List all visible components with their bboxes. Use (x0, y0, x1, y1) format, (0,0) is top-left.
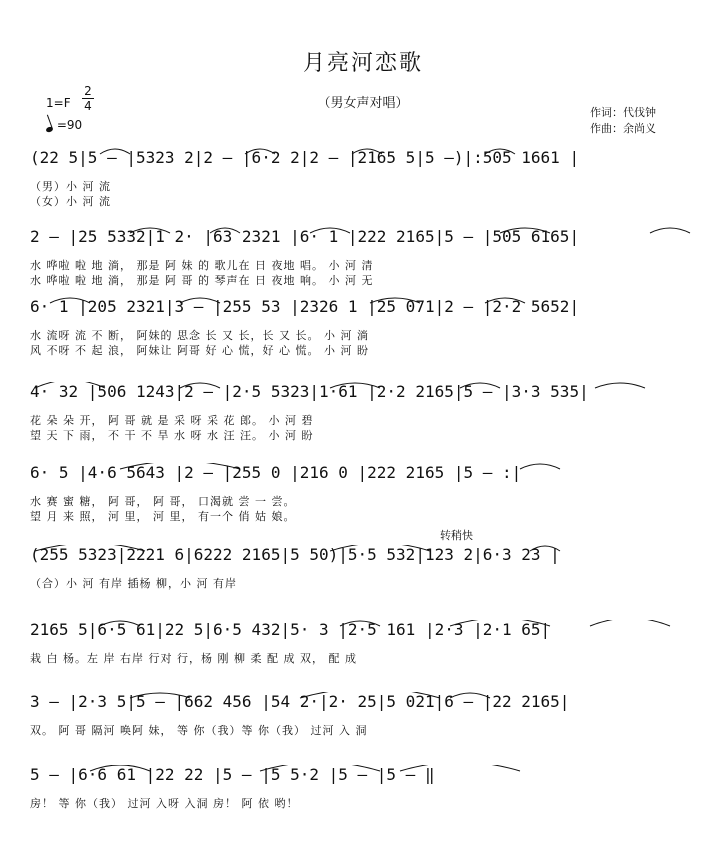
lyric-line-chorus: 双。 阿 哥 隔河 唤阿 妹， 等 你（我）等 你（我） 过河 入 洞 (30, 724, 368, 737)
lyric-line-male: 水 哗啦 啦 地 淌， 那是 阿 妹 的 歌儿在 日 夜地 唱。 小 河 清 (30, 259, 374, 272)
notation-line: 6· 5 |4·6 5643 |2 – |255 0 |216 0 |222 2165 |5 – :| (30, 463, 522, 482)
score-system-3 (30, 297, 710, 387)
lyric-line-chorus: 房！ 等 你（我） 过河 入呀 入洞 房！ 阿 依 哟！ (30, 797, 299, 810)
score-system-1 (30, 148, 710, 238)
lyric-line-male: 水 赛 蜜 糖， 阿 哥， 阿 哥， 口渴就 尝 一 尝。 (30, 495, 296, 508)
lyric-line-chorus: （合）小 河 有岸 插杨 柳，小 河 有岸 (30, 577, 237, 590)
tempo-value: =90 (56, 118, 83, 132)
composer-credit: 作曲：余尚义 (590, 122, 656, 135)
notation-line: (255 5323|2221 6|6222 2165|5 50)|5·5 532|123 2|6·3 23 | (30, 545, 560, 564)
score-system-5 (30, 463, 710, 553)
meter-denominator: 4 (84, 99, 92, 113)
time-signature (82, 84, 94, 113)
meter-numerator: 2 (84, 84, 92, 98)
lyric-line-chorus: 栽 白 杨。左 岸 右岸 行对 行，杨 刚 柳 柔 配 成 双， 配 成 (30, 652, 357, 665)
key-signature: 1=F (46, 96, 71, 110)
lyricist-credit: 作词：代伐钟 (590, 106, 656, 119)
lyric-line-male: 水 流呀 流 不 断， 阿妹的 思念 长 又 长，长 又 长。 小 河 淌 (30, 329, 369, 342)
lyric-line-male: （男）小 河 流 (30, 180, 111, 193)
notation-line: 2 – |25 5332|1 2· |63 2321 |6· 1 |222 2165|5 – |505 6165| (30, 227, 580, 246)
tempo-marking (46, 118, 82, 132)
score-system-9 (30, 765, 710, 855)
notation-line: 4· 32 |506 1243|2 – |2·5 5323|1·61 |2·2 2165|5 – |3·3 535| (30, 382, 589, 401)
lyric-line-male: 花 朵 朵 开， 阿 哥 就 是 采 呀 采 花 郎。 小 河 碧 (30, 414, 314, 427)
notation-line: 2165 5|6·5 61|22 5|6·5 432|5· 3 |2·5 161 |2·3 |2·1 65| (30, 620, 551, 639)
lyric-line-female: （女）小 河 流 (30, 195, 111, 208)
lyric-line-female: 望 天 下 雨， 不 干 不 旱 水 呀 水 汪 汪。 小 河 盼 (30, 429, 314, 442)
notation-line: 6· 1 |205 2321|3 – |255 53 |2326 1 |25 071|2 – |2·2 5652| (30, 297, 580, 316)
performance-note: （男女声对唱） (317, 96, 409, 111)
score-system-4 (30, 382, 710, 472)
lyric-line-female: 水 哗啦 啦 地 淌， 那是 阿 哥 的 琴声在 日 夜地 响。 小 河 无 (30, 274, 374, 287)
tempo-change-mark: 转稍快 (440, 529, 473, 542)
song-title: 月亮河恋歌 (302, 51, 423, 76)
lyric-line-female: 望 月 来 照， 河 里， 河 里， 有一个 俏 姑 娘。 (30, 510, 296, 523)
quarter-note-icon (45, 126, 53, 133)
notation-line: 3 – |2·3 5|5 – |662 456 |54 2·|2· 25|5 021|6 – |22 2165| (30, 692, 570, 711)
notation-line: 5 – |6·6 61 |22 22 |5 – |5 5·2 |5 – |5 – ‖ (30, 765, 435, 784)
lyric-line-female: 风 不呀 不 起 浪， 阿妹让 阿哥 好 心 慌，好 心 慌。 小 河 盼 (30, 344, 369, 357)
notation-line: (22 5|5 – |5323 2|2 – |6·2 2|2 – |2165 5|5 –)|:505 1661 | (30, 148, 580, 167)
